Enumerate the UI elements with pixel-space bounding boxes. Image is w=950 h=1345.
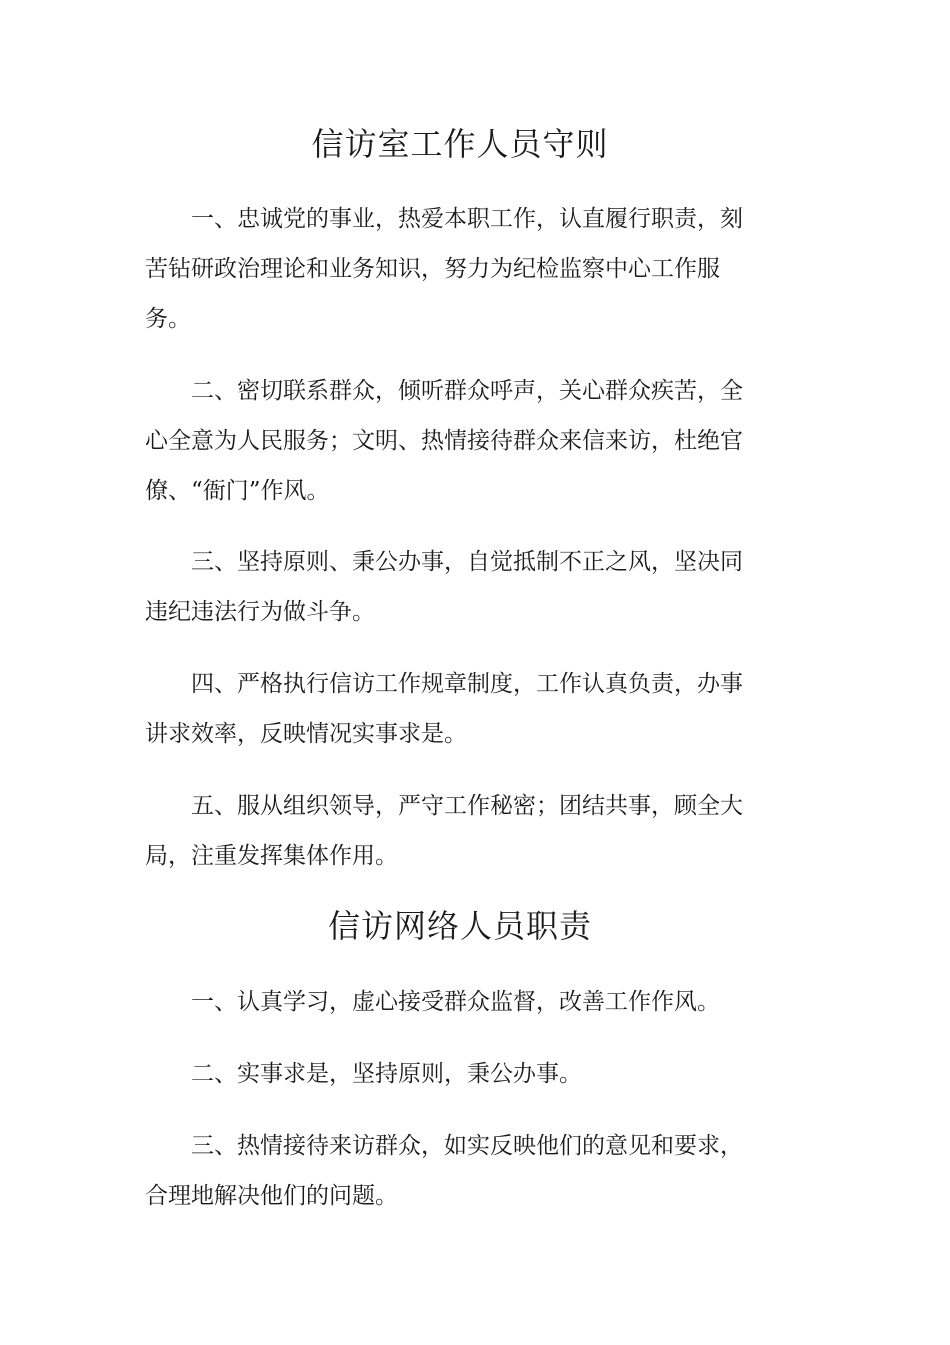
section1-title: 信访室工作人员守则 [311,125,609,163]
section2-item-1 [145,977,745,1027]
section2-item-1-line-1: 一、认真学习，虚心接受群众监督，改善工作作风。 [191,989,720,1015]
section1-item-1-line-2: 苦钻研政治理论和业务知识，努力为纪检监察中心工作服 [145,256,720,282]
section1-item-1 [145,194,745,344]
section1-item-2-line-1: 二、密切联系群众，倾听群众呼声，关心群众疾苦，全 [191,378,743,404]
section2-item-2-line-1: 二、实事求是，坚持原则，秉公办事。 [191,1061,582,1087]
section1-item-4-line-1: 四、严格执行信访工作规章制度，工作认真负责，办事 [191,671,743,697]
section1-item-3-line-1: 三、坚持原则、秉公办事，自觉抵制不正之风，坚决同 [191,549,743,575]
section1-item-3-line-2: 违纪违法行为做斗争。 [145,599,375,625]
section1-item-5-line-2: 局，注重发挥集体作用。 [145,843,398,869]
section1-item-2-line-2: 心全意为人民服务；文明、热情接待群众来信来访，杜绝官 [145,428,743,454]
section2-item-2 [145,1049,745,1099]
section1-item-1-line-3: 务。 [145,306,191,332]
section2-item-3 [145,1121,745,1221]
section2-item-3-line-1: 三、热情接待来访群众，如实反映他们的意见和要求， [191,1133,743,1159]
section1-item-4 [145,659,745,759]
section1-item-4-line-2: 讲求效率，反映情况实事求是。 [145,721,467,747]
section2-title: 信访网络人员职责 [327,907,592,945]
section1-item-5-line-1: 五、服从组织领导，严守工作秘密；团结共事，顾全大 [191,793,743,819]
section1-item-5 [145,781,745,881]
section1-item-3 [145,537,745,637]
section1-item-1-line-1: 一、忠诚党的事业，热爱本职工作，认直履行职责，刻 [191,206,743,232]
section1-item-2-line-3: 僚、“衙门”作风。 [145,478,330,504]
section2-item-3-line-2: 合理地解决他们的问题。 [145,1183,398,1209]
section1-item-2 [145,366,745,516]
